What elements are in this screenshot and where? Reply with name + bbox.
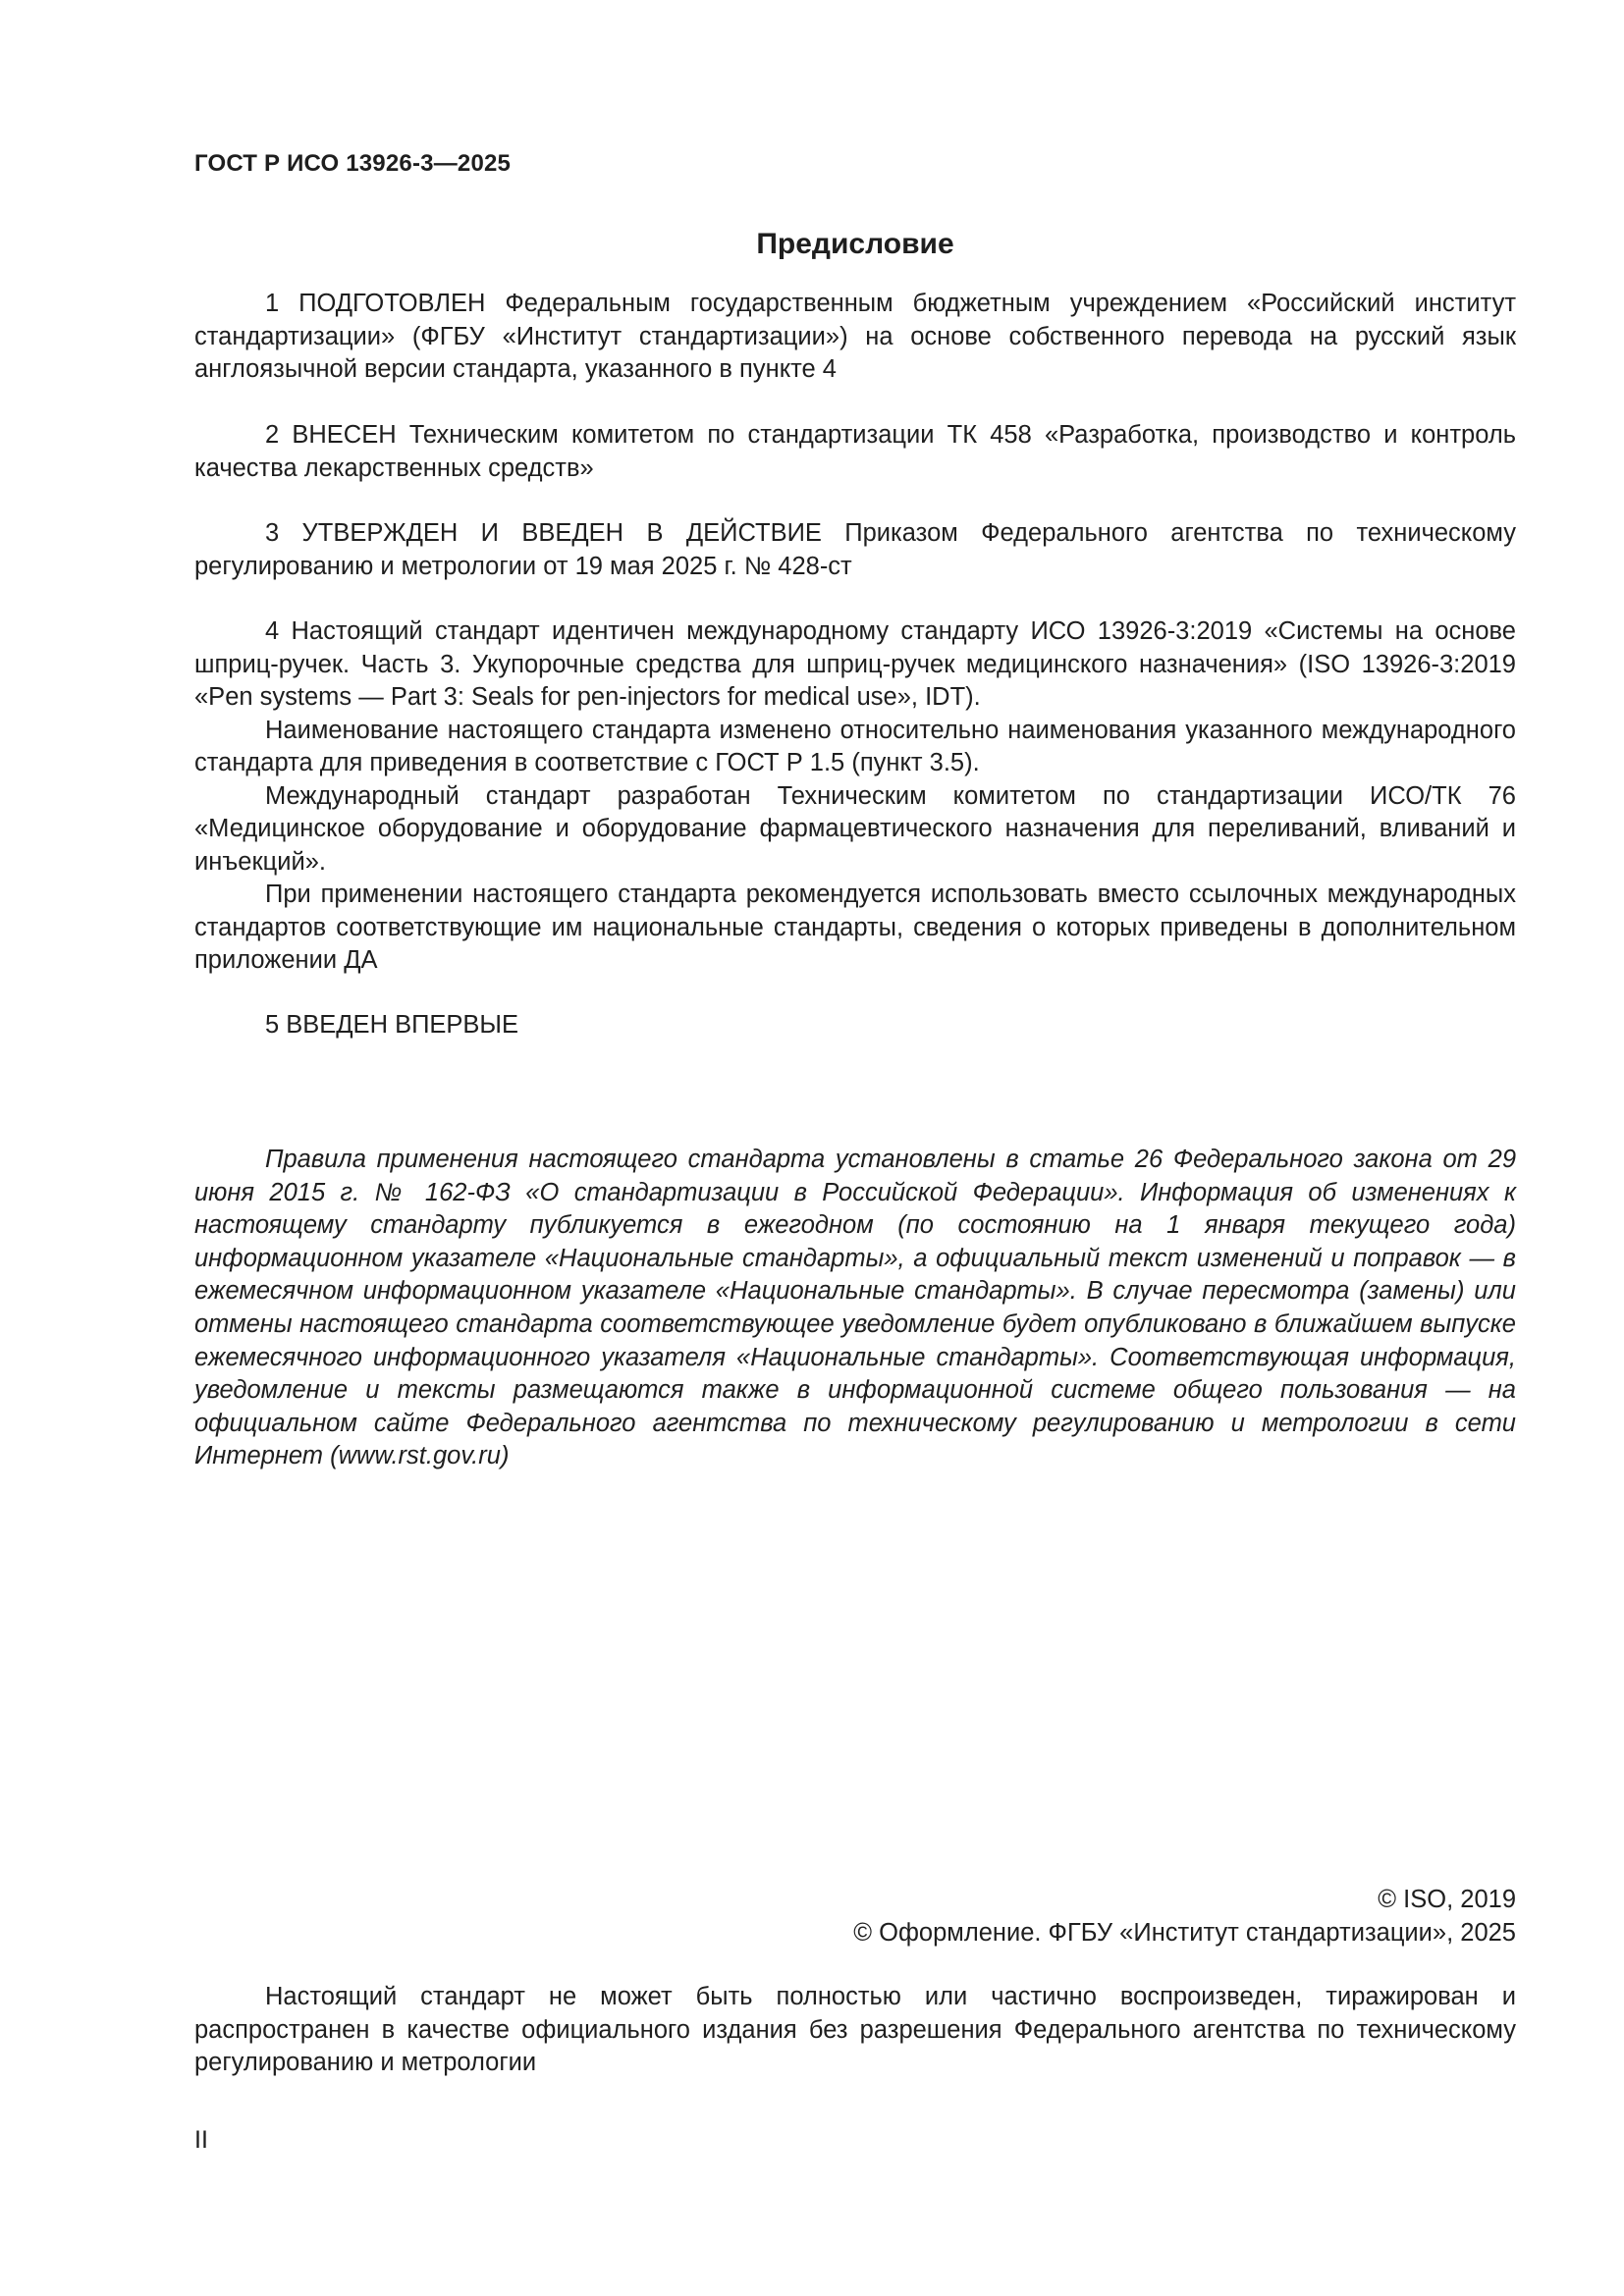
copyright-block [194, 1883, 1516, 1949]
preface-item-5 [194, 1009, 1516, 1042]
reproduction-notice-text: Настоящий стандарт не может быть полностью или частично воспроизведен, тиражирован и распространен в качестве официального издания без разрешения Федерального агентства по техническому регулированию и метрологии [194, 1983, 1516, 2076]
document-code: ГОСТ Р ИСО 13926-3—2025 [194, 150, 512, 177]
preface-paragraph: При применении настоящего стандарта рекомендуется использовать вместо ссылочных международных стандартов соответствующие им национальные стандарты, сведения о которых приведены в дополнительном приложении ДА [194, 881, 1516, 974]
preface-paragraph: 3 УТВЕРЖДЕН И ВВЕДЕН В ДЕЙСТВИЕ Приказом Федерального агентства по техническому регулированию и метрологии от 19 мая 2025 г. № 428-ст [194, 519, 1516, 580]
preface-item-1 [194, 288, 1516, 387]
preface-item-2 [194, 419, 1516, 485]
page-number: II [194, 2126, 208, 2154]
page-title: Предисловие [756, 228, 954, 260]
preface-item-4 [194, 615, 1516, 978]
copyright-line: © ISO, 2019 [1378, 1886, 1516, 1913]
copyright-line: © Оформление. ФГБУ «Институт стандартизации», 2025 [853, 1919, 1516, 1947]
preface-paragraph: 5 ВВЕДЕН ВПЕРВЫЕ [265, 1011, 519, 1039]
legal-notice-text: Правила применения настоящего стандарта установлены в статье 26 Федерального закона от 29 июня 2015 г. № 162-ФЗ «О стандартизации в Российской Федерации». Информация об изменениях к настоящему стандарту публикуется в ежегодном (по состоянию на 1 января текущего года) информационном указателе «Национальные стандарты», а официальный текст изменений и поправок — в ежемесячном информационном указателе «Национальные стандарты». В случае пересмотра (замены) или отмены настоящего стандарта соответствующее уведомление будет опубликовано в ближайшем выпуске ежемесячного информационного указателя «Национальные стандарты». Соответствующая информация, уведомление и тексты размещаются также в информационной системе общего пользования — на официальном сайте Федерального агентства по техническому регулированию и метрологии в сети Интернет (www.rst.gov.ru) [194, 1146, 1516, 1470]
legal-notice [194, 1144, 1516, 1473]
preface-paragraph: 1 ПОДГОТОВЛЕН Федеральным государственным бюджетным учреждением «Российский институт стандартизации» (ФГБУ «Институт стандартизации») на основе собственного перевода на русский язык англоязычной версии стандарта, указанного в пункте 4 [194, 290, 1516, 383]
preface-paragraph: Наименование настоящего стандарта изменено относительно наименования указанного международного стандарта для приведения в соответствие с ГОСТ Р 1.5 (пункт 3.5). [194, 716, 1516, 776]
preface-paragraph: Международный стандарт разработан Техническим комитетом по стандартизации ИСО/ТК 76 «Медицинское оборудование и оборудование фармацевтического назначения для переливаний, вливаний и инъекций». [194, 781, 1516, 876]
preface-paragraph: 4 Настоящий стандарт идентичен международному стандарту ИСО 13926-3:2019 «Системы на основе шприц-ручек. Часть 3. Укупорочные средства для шприц-ручек медицинского назначения» (ISO 13926-3:2019 «Pen systems — Part 3: Seals for pen-injectors for medical use», IDT). [194, 617, 1516, 711]
reproduction-notice [194, 1981, 1516, 2080]
preface-item-3 [194, 517, 1516, 583]
preface-paragraph: 2 ВНЕСЕН Техническим комитетом по стандартизации ТК 458 «Разработка, производство и контроль качества лекарственных средств» [194, 421, 1516, 482]
